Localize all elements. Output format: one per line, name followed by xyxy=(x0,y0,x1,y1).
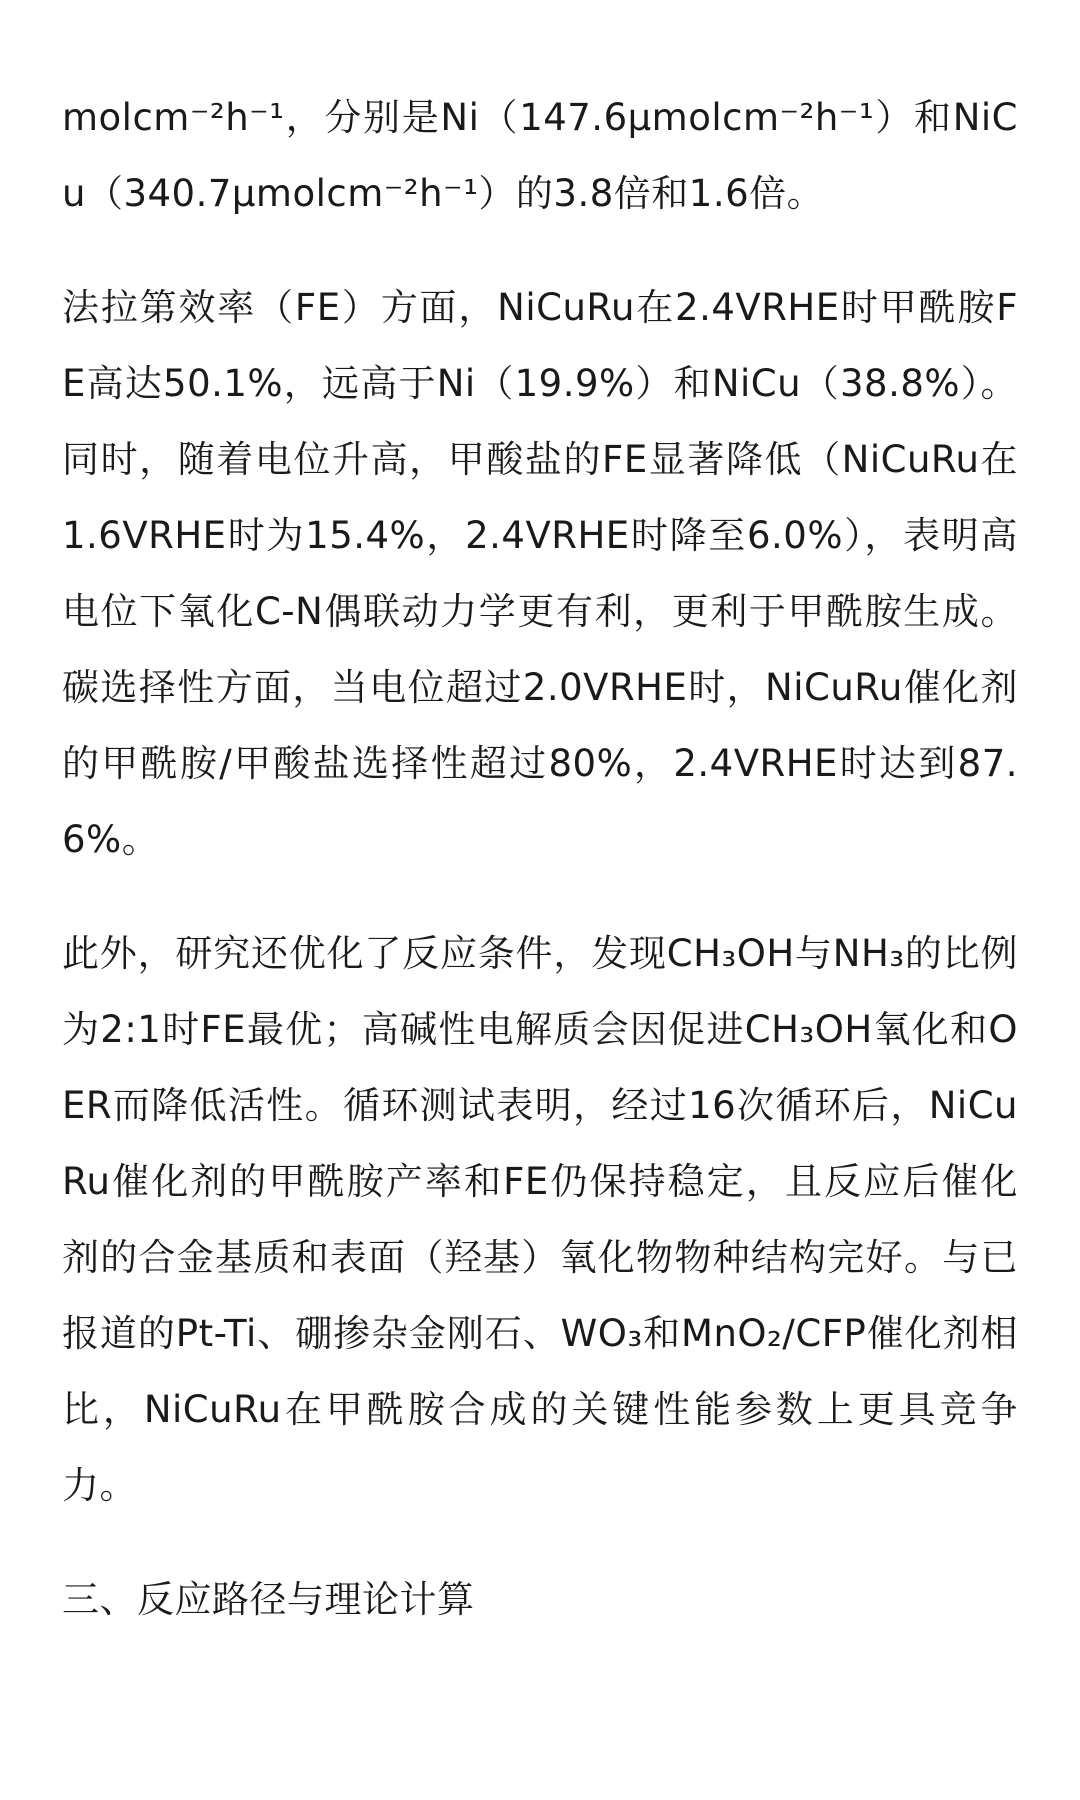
paragraph-faradaic-efficiency: 法拉第效率（FE）方面，NiCuRu在2.4VRHE时甲酰胺FE高达50.1%，远高于Ni（19.9%）和NiCu（38.8%）。同时，随着电位升高，甲酸盐的FE显著降低（NiCuRu在1.6VRHE时为15.4%，2.4VRHE时降至6.0%），表明高电位下氧化C-N偶联动力学更有利，更利于甲酰胺生成。碳选择性方面，当电位超过2.0VRHE时，NiCuRu催化剂的甲酰胺/甲酸盐选择性超过80%，2.4VRHE时达到87.6%。 xyxy=(62,286,1018,861)
paragraph-yield-comparison: molcm⁻²h⁻¹，分别是Ni（147.6μmolcm⁻²h⁻¹）和NiCu（340.7μmolcm⁻²h⁻¹）的3.8倍和1.6倍。 xyxy=(62,96,1018,215)
section-heading: 三、反应路径与理论计算 xyxy=(62,1578,475,1621)
paragraph-reaction-conditions: 此外，研究还优化了反应条件，发现CH₃OH与NH₃的比例为2:1时FE最优；高碱性电解质会因促进CH₃OH氧化和OER而降低活性。循环测试表明，经过16次循环后，NiCuRu催化剂的甲酰胺产率和FE仍保持稳定，且反应后催化剂的合金基质和表面（羟基）氧化物物种结构完好。与已报道的Pt-Ti、硼掺杂金刚石、WO₃和MnO₂/CFP催化剂相比，NiCuRu在甲酰胺合成的关键性能参数上更具竞争力。 xyxy=(62,932,1018,1507)
article-body xyxy=(62,80,1018,1638)
